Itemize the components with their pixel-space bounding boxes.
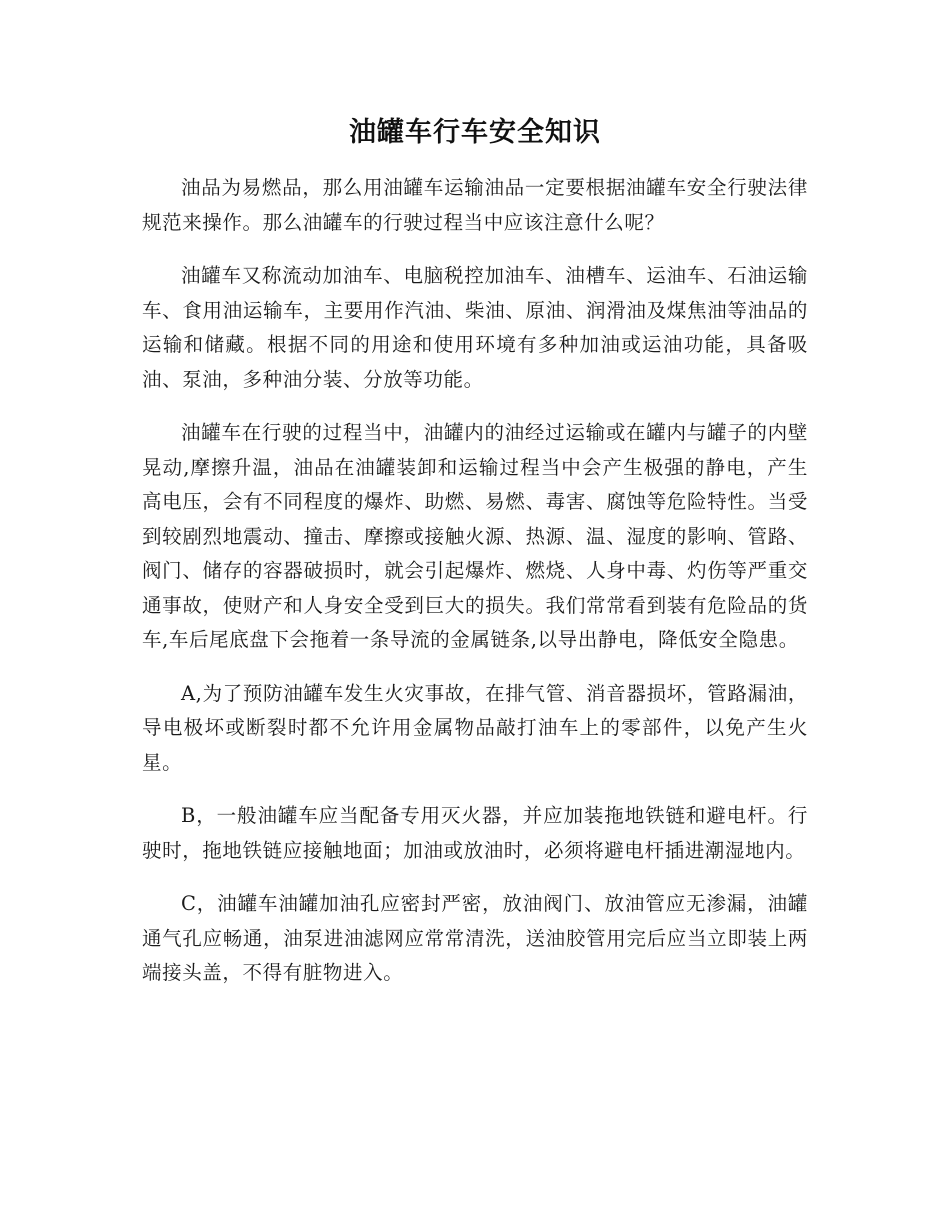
document-title: 油罐车行车安全知识 xyxy=(349,117,601,148)
paragraph-static-hazard: 油罐车在行驶的过程当中，油罐内的油经过运输或在罐内与罐子的内壁晃动,摩擦升温，油品在油罐装卸和运输过程当中会产生极强的静电，产生高电压，会有不同程度的爆炸、助燃、易燃、毒害、腐蚀等危险特性。当受到较剧烈地震动、撞击、摩擦或接触火源、热源、温、湿度的影响、管路、阀门、储存的容器破损时，就会引起爆炸、燃烧、人身中毒、灼伤等严重交通事故，使财产和人身安全受到巨大的损失。我们常常看到装有危险品的货车,车后尾底盘下会拖着一条导流的金属链条,以导出静电，降低安全隐患。 xyxy=(142,421,808,651)
paragraph-rule-b: B，一般油罐车应当配备专用灭火器，并应加装拖地铁链和避电杆。行驶时，拖地铁链应接触地面；加油或放油时，必须将避电杆插进潮湿地内。 xyxy=(142,804,808,862)
paragraph-rule-c: C，油罐车油罐加油孔应密封严密，放油阀门、放油管应无渗漏，油罐通气孔应畅通，油泵进油滤网应常常清洗，送油胶管用完后应当立即装上两端接头盖，不得有脏物进入。 xyxy=(142,892,808,984)
paragraph-rule-a: A,为了预防油罐车发生火灾事故，在排气管、消音器损坏，管路漏油，导电极坏或断裂时都不允许用金属物品敲打油车上的零部件，以免产生火星。 xyxy=(142,681,808,774)
paragraph-intro: 油品为易燃品，那么用油罐车运输油品一定要根据油罐车安全行驶法律规范来操作。那么油罐车的行驶过程当中应该注意什么呢？ xyxy=(142,176,808,234)
paragraph-definition: 油罐车又称流动加油车、电脑税控加油车、油槽车、运油车、石油运输车、食用油运输车，主要用作汽油、柴油、原油、润滑油及煤焦油等油品的运输和储藏。根据不同的用途和使用环境有多种加油或运油功能，具备吸油、泵油，多种油分装、分放等功能。 xyxy=(142,264,808,391)
